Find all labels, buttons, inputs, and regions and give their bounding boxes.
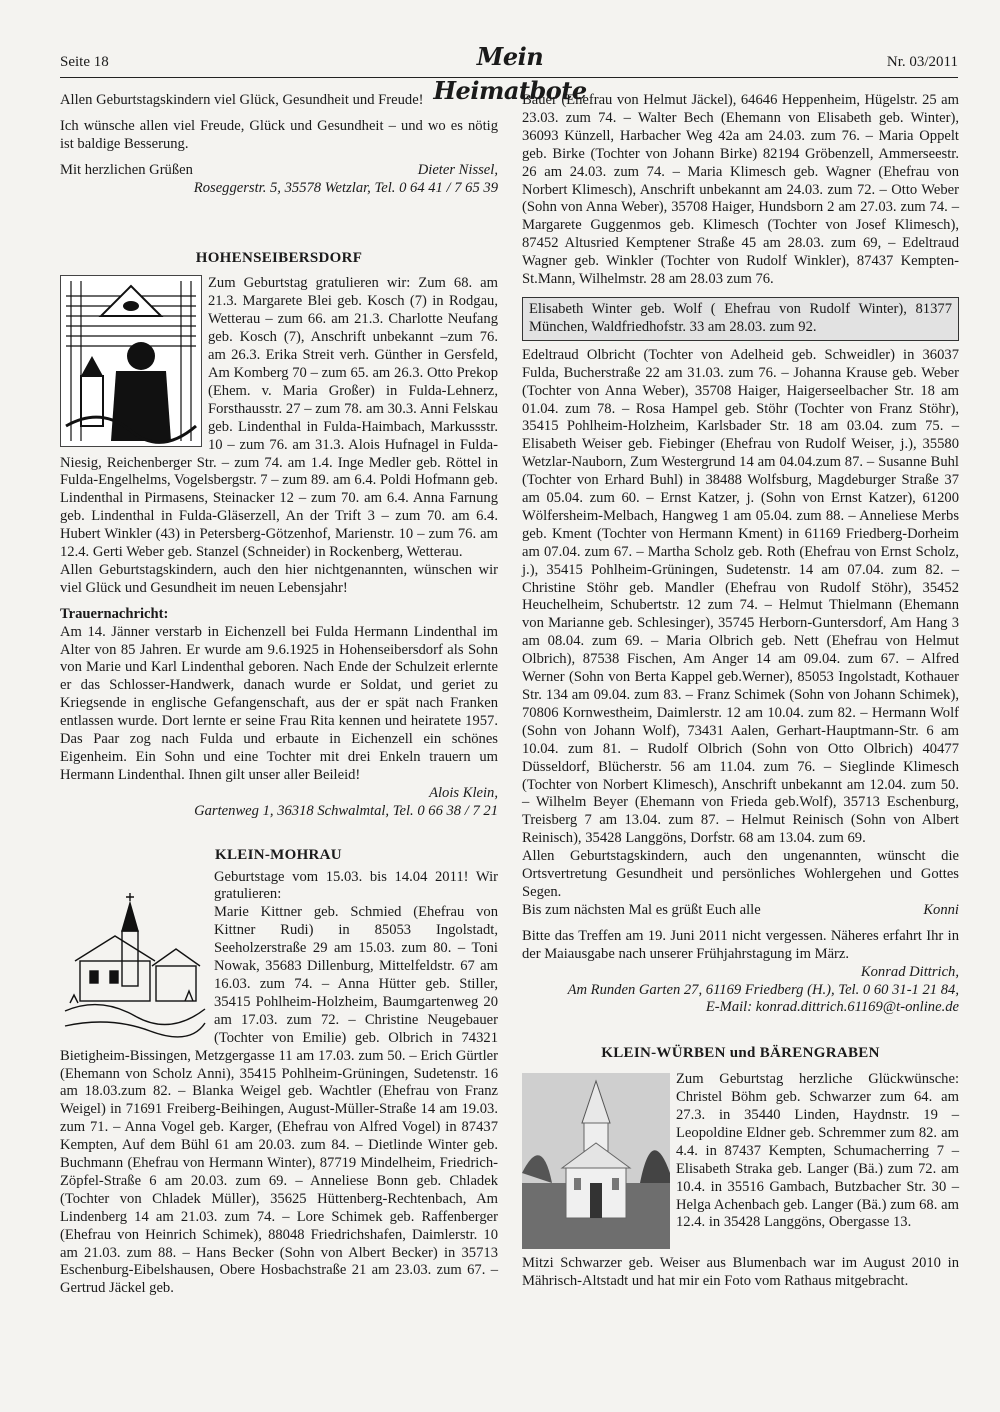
klein-wuerben-birthdays: Zum Geburtstag herzliche Glückwünsche: Christel Böhm geb. Schwarzer zum 64. am 27.3. in 35440 Linden, Haydnstr. 19 – Leopoldine Eldner geb. Schremmer zum 82. am 4.4. in 87437 Kempten, Schumacherring 7 – Elisabeth Straka geb. Langer (Bä.) zum 72. am 10.4. in 35516 Gambach, Butzbacher Str. 30 – Helga Achenbach geb. Langer (Bä.) zum 68. am 12.4. in 35428 Langgöns, Obergasse 13.: [676, 1071, 959, 1231]
final-note: Mitzi Schwarzer geb. Weiser aus Blumenbach war im August 2010 in Mährisch-Altstadt und hat mir ein Foto vom Rathaus mitgebracht.: [522, 1255, 959, 1290]
left-column: [60, 92, 498, 1298]
chapel-photo: [522, 1073, 670, 1249]
farewell: Bis zum nächsten Mal es grüßt Euch alle: [522, 901, 761, 918]
hohenseibersdorf-closing: Allen Geburtstagskindern, auch den hier nichtgenannten, wünschen wir viel Glück und Gesundheit im neuen Lebensjahr!: [60, 561, 498, 596]
meeting-signature-name: Konrad Dittrich,: [860, 963, 959, 980]
signature-address: Roseggerstr. 5, 35578 Wetzlar, Tel. 0 64 41 / 7 65 39: [193, 179, 498, 196]
meeting-reminder: Bitte das Treffen am 19. Juni 2011 nicht vergessen. Näheres erfahrt Ihr in der Maiausgabe nach unserer Frühjahrstagung im März.: [522, 927, 959, 962]
obituary-signature-name: Alois Klein,: [429, 784, 498, 801]
issue-number: Nr. 03/2011: [886, 54, 958, 70]
klein-mohrau-birthdays-cont: Bauer (Ehefrau von Helmut Jäckel), 64646 Heppenheim, Hügelstr. 25 am 23.03. zum 74. – Walter Bech (Ehemann von Elisabeth geb. Winter), 36093 Künzell, Harbacher Weg 42a am 24.03. zum 76. – Maria Oppelt geb. Birke (Tochter von Johann Birke) 82194 Gröbenzell, Ammerseestr. 26 am 24.03. zum 74. – Maria Klimesch geb. Wagner (Ehefrau von Norbert Klimesch), Anschrift unbekannt am 24.03. zum 72. – Otto Weber (Sohn von Anna Weber), 35708 Haiger, Hundsborn 2 am 27.03. zum 74. – Margarete Guggenmos geb. Klimesch (Tochter von Josef Klimesch), 87452 Altusried Kemptener Straße 45 am 28.03. zum 69, – Edeltraud Wagner geb. Winkler (Tochter von Rudolf Winkler), 87437 Kempten-St.Mann, Wilhelmstr. 28 am 28.03 zum 76.: [522, 92, 959, 288]
klein-mohrau-birthdays-cont2: Edeltraud Olbricht (Tochter von Adelheid geb. Schweidler) in 36037 Fulda, Bucherstraße 22 am 31.03. zum 76. – Johanna Krause geb. Weber (Tochter von Anna Weber), 35708 Haiger, Haigerseelbacher Str. 18 am 01.04. zum 78. – Rosa Hampel geb. Stöhr (Tochter von Franz Stöhr), 35415 Pohlheim-Holzheim, Karlsbader Str. 18 am 03.04. zum 75. – Elisabeth Weiser geb. Fiebinger (Ehefrau von Rudolf Weiser, j.), 35580 Wetzlar-Nauborn, Zum Westergrund 14 am 04.04.zum 87. – Susanne Buhl (Tochter von Erhard Buhl) in 38488 Wolfsburg, Magdeburger Straße 37 am 05.04. zum 60. – Ernst Katzer, j. (Sohn von Ernst Katzer), 61200 Wölfersheim-Melbach, Hangweg 1 am 05.04. zum 88. – Anneliese Merbs geb. Kment (Tochter von Hermann Kment) in 61169 Friedberg-Dorheim am 07.04. zum 67. – Martha Scholz geb. Roth (Ehefrau von Ernst Scholz, j.), 35415 Pohlheim-Grüningen, Sudetenstr. 14 am 07.04. zum 82. – Christine Stöhr geb. Mandler (Ehefrau von Rudolf Stöhr), 35452 Heuchelheim, Schubertstr. 12 zum 74. – Helmut Thielmann (Ehemann von Marianne geb. Schlesinger), 35745 Herborn-Guntersdorf, Am Hang 3 am 08.04. zum 69. – Maria Olbrich geb. Nett (Ehefrau von Helmut Olbrich), 87538 Fischen, Am Anger 14 am 09.04. zum 67. – Alfred Werner (Sohn von Berta Kappel geb.Werner), 85053 Ingolstadt, Kothauer Str. 134 am 09.04. zum 83. – Franz Schimek (Sohn von Johann Schimek), 70806 Kornwestheim, Daimlerstr. 12 am 10.04. zum 82. – Hermann Wolf (Sohn von Johann Wolf), 73431 Aalen, Gerhart-Hauptmann-Str. 6 am 10.04. zum 81. – Rudolf Olbrich (Sohn von Otto Olbrich) 40477 Düsseldorf, Blücherstr. 56 am 11.04. zum 76. – Sieglinde Klimesch (Tochter von Norbert Klimesch), Anschrift unbekannt am 12.04. zum 50. – Wilhelm Beyer (Ehemann von Frieda geb.Wolf), 35713 Eschenburg, Treisberg 7 am 13.04. zum 87. – Helmut Reinisch (Sohn von Albert Reinisch), 35428 Langgöns, Dorfstr. 68 am 13.04. zum 69.: [522, 346, 959, 847]
obituary-signature-address: Gartenweg 1, 36318 Schwalmtal, Tel. 0 66 38 / 7 21: [194, 802, 498, 819]
meeting-signature-email: E-Mail: konrad.dittrich.61169@t-online.de: [705, 999, 959, 1016]
highlight-box-92nd-birthday: Elisabeth Winter geb. Wolf ( Ehefrau von Rudolf Winter), 81377 München, Waldfriedhofstr. 33 am 28.03. zum 92.: [522, 297, 959, 341]
header-rule: [60, 77, 958, 78]
section-title-hohenseibersdorf: HOHENSEIBERSDORF: [195, 249, 363, 266]
section-title-klein-wuerben: KLEIN-WÜRBEN und BÄRENGRABEN: [601, 1045, 880, 1062]
intro-wish: Allen Geburtstagskindern viel Glück, Gesundheit und Freude!: [60, 92, 424, 108]
klein-mohrau-intro: Geburtstage vom 15.03. bis 14.04 2011! Wir gratulieren:: [214, 868, 498, 903]
obituary-text: Am 14. Jänner verstarb in Eichenzell bei Fulda Hermann Lindenthal im Alter von 85 Jahren. Er wurde am 9.6.1925 in Hohenseibersdorf als Sohn von Marie und Karl Lindenthal geboren. Nach Ende der Schulzeit erlernte er das Schlosser-Handwerk, danach wurde er Soldat, und geriet zu Kriegsende in englische Gefangenschaft, aus der er spät nach Franken entlassen wurde. Dort lernte er seine Frau Rita kennen und heiratete 1957. Das Paar zog nach Fulda und erbaute in Eichenzell ein schönes Eigenheim. Ein Sohn und eine Tochter mit drei Enkeln trauern um Hermann Lindenthal. Ihnen gilt unser aller Beileid!: [60, 623, 498, 783]
page-number: Seite 18: [60, 54, 109, 70]
right-column: [522, 92, 959, 1291]
greeting: Mit herzlichen Grüßen: [60, 161, 193, 178]
klein-mohrau-closing: Allen Geburtstagskindern, auch den ungenannten, wünscht die Ortsvertretung Gesundheit und persönliches Wohlergehen und Gottes Segen.: [522, 848, 959, 900]
woodcut-illustration: [60, 275, 202, 447]
greeting-line: [60, 162, 498, 180]
farewell-name: Konni: [923, 901, 959, 918]
klein-mohrau-birthdays: Marie Kittner geb. Schmied (Ehefrau von Kittner Rudi) in 85053 Ingolstadt, Seeholzerstraße 29 am 15.03. zum 80. – Toni Nowak, 35683 Dillenburg, Mittelfeldstr. 67 am 16.03. zum 74. – Anna Hütter geb. Stiller, 35415 Pohlheim-Holzheim, Baumgartenweg 20 am 17.03. zum 72. – Christine Neugebauer (Tochter von Emilie) geb. Olbrich in 74321 Bietigheim-Bissingen, Metzgergasse 11 am 17.03. zum 50. – Erich Gürtler (Ehemann von Scholz Anni), 35415 Pohlheim-Grüningen, Sudetenstr. 16 am 18.03.zum 82. – Blanka Weigel geb. Wachtler (Ehefrau von Franz Weigel) in 71691 Freiberg-Beihingen, August-Müller-Straße 14 am 19.03. zum 71. – Anna Vogel geb. Karger, (Ehefrau von Alfred Vogel) in 87437 Kempten, Auf dem Bühl 61 am 20.03. zum 84. – Dietlinde Winter geb. Buchmann (Ehefrau von Hermann Winter), 87719 Mindelheim, Friedrich-Zöpfel-Straße 6 am 20.03. zum 69. – Anneliese Bonn geb. Chladek (Tochter von Chladek Müller), 35625 Hüttenberg-Rechtenbach, Am Lindenberg 14 am 21.03. zum 74. – Lore Schimek geb. Raffenberger (Ehefrau von Heinrich Schimek), 88048 Friedrichshafen, Daimlerstr. 10 am 21.03. zum 88. – Hans Becker (Sohn von Albert Becker) in 35713 Eschenburg-Eibelshausen, Obere Hosbachstraße 21 am 23.03. zum 67. – Gertrud Jäckel geb.: [60, 904, 498, 1297]
meeting-signature-address: Am Runden Garten 27, 61169 Friedberg (H.), Tel. 0 60 31-1 21 84,: [567, 981, 959, 998]
obituary-title: Trauernachricht:: [60, 605, 169, 622]
signature-name: Dieter Nissel,: [417, 161, 498, 178]
intro-text: Ich wünsche allen viel Freude, Glück und Gesundheit – und wo es nötig ist baldige Besserung.: [60, 117, 498, 152]
village-sketch: [60, 891, 208, 1041]
section-title-klein-mohrau: KLEIN-MOHRAU: [215, 846, 342, 863]
farewell-line: [522, 902, 959, 920]
masthead-logo: Mein Heimatbote: [433, 42, 587, 105]
hohenseibersdorf-birthdays: Zum Geburtstag gratulieren wir: Zum 68. am 21.3. Margarete Blei geb. Kosch (7) in Rodgau, Wetterau – zum 66. am 21.3. Charlotte Neufang geb. Kosch (7), Anschrift unbekannt –zum 76. am 26.3. Erika Streit verh. Günther in Gersfeld, Am Komberg 70 – zum 65. am 26.3. Otto Prekop (Ehem. v. Maria Großer) in Fulda-Lehnerz, Forsthausstr. 27 – zum 78. am 30.3. Anni Felskau geb. Lindenthal in Fulda-Haimbach, Markussstr. 10 – zum 76. am 31.3. Alois Hufnagel in Fulda-Niesig, Reichenberger Str. – zum 74. am 1.4. Inge Medler geb. Röttel in Fulda-Engelhelms, Vogelsbergstr. 7 – zum 89. am 6.4. Poldi Hofmann geb. Lindenthal in Pirmasens, Steinacker 12 – zum 70. am 6.4. Anna Farnung geb. Lindenthal in Fulda-Gläserzell, An der Trift 3 – zum 70. am 6.4. Hubert Winkler (43) in Petersberg-Götzenhof, Marienstr. 10 – zum 76. am 12.4. Gerti Weber geb. Stanzel (Schneider) in Rockenberg, Wetterau.: [60, 275, 498, 561]
